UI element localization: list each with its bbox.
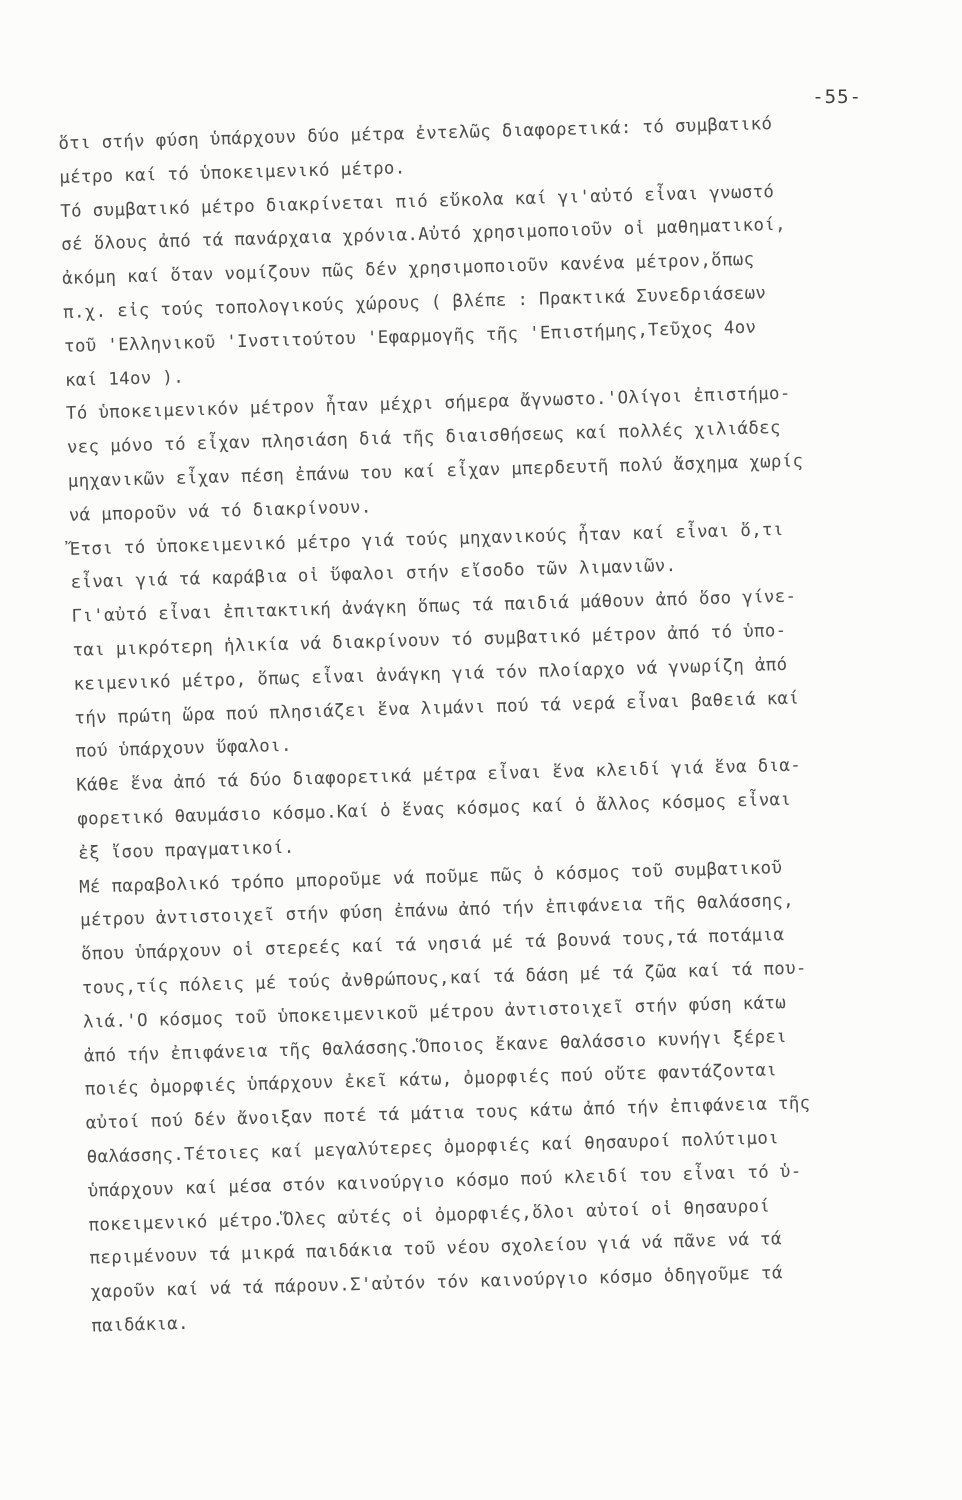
text-line: τοῦ 'Ελληνικοῦ 'Ινστιτούτου 'Εφαρμογῆς τῆς 'Επιστήμης,Τεῦχος 4ον xyxy=(63,317,757,357)
text-line: π.χ. εἰς τούς τοπολογικούς χώρους ( βλέπε : Πρακτικά Συνεδριάσεων xyxy=(62,283,767,323)
text-line: αὐτοί πού δέν ἄνοιξαν ποτέ τά μάτια τους κάτω ἀπό τήν ἐπιφάνεια τῆς xyxy=(85,1093,811,1134)
text-line: περιμένουν τά μικρά παιδάκια τοῦ νέου σχολείου γιά νά πᾶνε νά τά xyxy=(89,1229,783,1269)
text-line: καί 14ον ). xyxy=(64,367,185,391)
text-line: Μέ παραβολικό τρόπο μποροῦμε νά ποῦμε πῶς ὁ κόσμος τοῦ συμβατικοῦ xyxy=(78,857,783,898)
text-line: μέτρου ἀντιστοιχεῖ στήν φύση ἐπάνω ἀπό τήν ἐπιφάνεια τῆς θαλάσσης, xyxy=(79,891,795,932)
text-line: τήν πρώτη ὥρα πού πλησιάζει ἕνα λιμάνι πού τά νερά εἶναι βαθειά καί xyxy=(74,688,800,729)
text-line: ἀπό τήν ἐπιφάνεια τῆς θαλάσσης.Ὅποιος ἔκανε θαλάσσιο κυνήγι ξέρει xyxy=(83,1026,788,1067)
text-line: παιδάκια. xyxy=(91,1313,190,1337)
text-line: νά μποροῦν νά τό διακρίνουν. xyxy=(68,497,372,526)
text-line: ποκειμενικό μέτρο.Ὅλες αὐτές οἱ ὀμορφιές,ὅλοι αὐτοί οἱ θησαυροί xyxy=(88,1196,771,1236)
text-line: ὑπάρχουν καί μέσα στόν καινούργιο κόσμο πού κλειδί του εἶναι τό ὑ- xyxy=(87,1161,802,1202)
text-line: τους,τίς πόλεις μέ τούς ἀνθρώπους,καί τά δάση μέ τά ζῶα καί τά που- xyxy=(81,958,807,999)
page-number: -55- xyxy=(812,86,862,108)
text-line: Ἔτσι τό ὑποκειμενικό μέτρο γιά τούς μηχανικούς ἦταν καί εἶναι ὅ,τι xyxy=(69,519,784,560)
text-line: ἐξ ἴσου πραγματικοί. xyxy=(77,837,295,864)
text-line: Γι'αὐτό εἶναι ἐπιτακτική ἀνάγκη ὅπως τά παιδιά μάθουν ἀπό ὅσο γίνε- xyxy=(71,586,797,627)
text-line: φορετικό θαυμάσιο κόσμο.Καί ὁ ἕνας κόσμος καί ὁ ἄλλος κόσμος εἶναι xyxy=(77,789,792,830)
text-line: ὅπου ὑπάρχουν οἱ στερεές καί τά νησιά μέ τά βουνά τους,τά ποτάμια xyxy=(80,925,785,965)
text-line: εἶναι γιά τά καράβια οἱ ὕφαλοι στήν εἴσοδο τῶν λιμανιῶν. xyxy=(70,556,677,594)
text-line: Κάθε ἕνα ἀπό τά δύο διαφορετικά μέτρα εἶναι ἕνα κλειδί γιά ἕνα δια- xyxy=(76,755,802,796)
text-line: μέτρο καί τό ὑποκειμενικό μέτρο. xyxy=(59,158,406,188)
text-line: ποιές ὀμορφιές ὑπάρχουν ἐκεῖ κάτω, ὀμορφιές πού οὔτε φαντάζονται xyxy=(84,1060,778,1100)
text-line: μηχανικῶν εἶχαν πέση ἐπάνω του καί εἶχαν μπερδευτῆ πολύ ἄσχημα χωρίς xyxy=(67,451,804,492)
text-line: Τό συμβατικό μέτρο διακρίνεται πιό εὔκολα καί γι'αὐτό εἶναι γνωστό xyxy=(60,181,775,222)
text-line: χαροῦν καί νά τά πάρουν.Σ'αὐτόν τόν καινούργιο κόσμο ὁδηγοῦμε τά xyxy=(90,1263,784,1303)
text-line: κειμενικό μέτρο, ὅπως εἶναι ἀνάγκη γιά τόν πλοίαρχο νά γνωρίζη ἀπό xyxy=(73,654,788,695)
body-text xyxy=(58,104,952,1344)
text-line: λιά.'Ο κόσμος τοῦ ὑποκειμενικοῦ μέτρου ἀντιστοιχεῖ στήν φύση κάτω xyxy=(82,992,787,1033)
text-line: σέ ὅλους ἀπό τά πανάρχαια χρόνια.Αὐτό χρησιμοποιοῦν οἱ μαθηματικοί, xyxy=(60,215,787,256)
text-line: πού ὑπάρχουν ὕφαλοι. xyxy=(75,736,293,763)
text-line: ὅτι στήν φύση ὑπάρχουν δύο μέτρα ἐντελῶς διαφορετικά: τό συμβατικό xyxy=(58,114,773,154)
text-line: νες μόνο τό εἶχαν πλησιάση διά τῆς διαισθήσεως καί πολλές χιλιάδες xyxy=(66,418,782,459)
text-line: ἀκόμη καί ὅταν νομίζουν πῶς δέν χρησιμοποιοῦν κανένα μέτρον,ὅπως xyxy=(61,249,755,290)
text-line: θαλάσσης.Τέτοιες καί μεγαλύτερες ὀμορφιές καί θησαυροί πολύτιμοι xyxy=(86,1128,780,1168)
text-line: ται μικρότερη ἡλικία νά διακρίνουν τό συμβατικό μέτρον ἀπό τό ὑπο- xyxy=(72,620,787,661)
text-line: Τό ὑποκειμενικόν μέτρον ἦταν μέχρι σήμερα ἄγνωστο.'Ολίγοι ἐπιστήμο- xyxy=(65,384,791,425)
